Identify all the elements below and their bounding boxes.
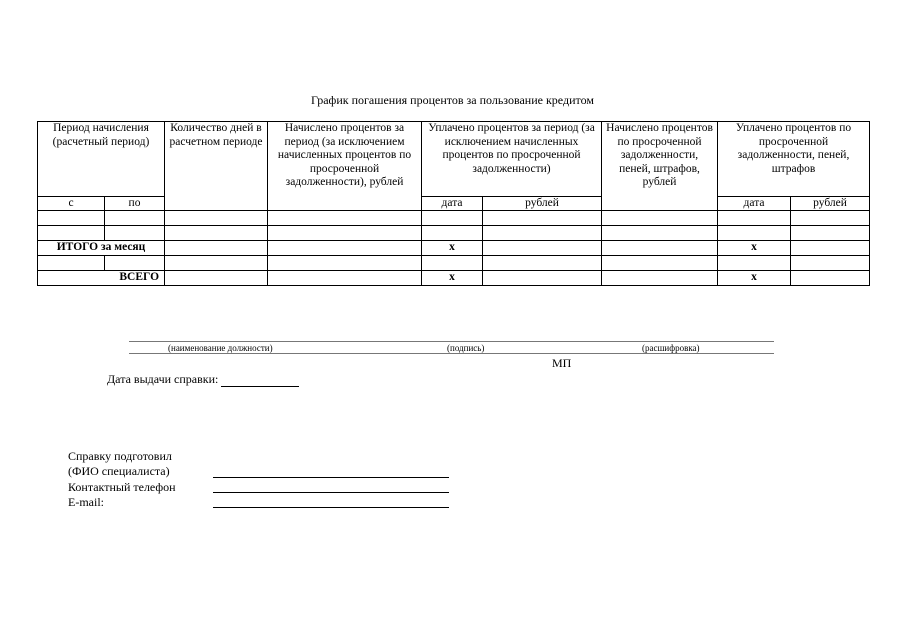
specialist-name-field[interactable] (213, 477, 449, 478)
header-period: Период начисления (расчетный период) (38, 122, 165, 197)
subheader-to: по (105, 197, 165, 211)
signature-line-top (129, 341, 774, 342)
email-label: E-mail: (68, 495, 104, 509)
decryption-caption: (расшифровка) (642, 343, 700, 353)
subheader-rub: рублей (483, 197, 602, 211)
x-mark: х (718, 271, 791, 286)
issue-date (107, 372, 299, 387)
signature-line-bottom (129, 353, 774, 354)
subheader-date: дата (422, 197, 483, 211)
subheader-date-overdue: дата (718, 197, 791, 211)
subheader-rub-overdue: рублей (791, 197, 870, 211)
phone-field[interactable] (213, 492, 449, 493)
table-row (38, 226, 870, 241)
prepared-by-label: Справку подготовил (68, 449, 172, 463)
subheader-from: с (38, 197, 105, 211)
total-month-label: ИТОГО за месяц (38, 241, 165, 256)
email-field[interactable] (213, 507, 449, 508)
signature-caption: (подпись) (447, 343, 485, 353)
table-row (38, 211, 870, 226)
issue-date-label: Дата выдачи справки: (107, 372, 219, 386)
total-all-label: ВСЕГО (38, 271, 165, 286)
stamp-place: МП (552, 356, 572, 370)
x-mark: х (422, 271, 483, 286)
header-paid-overdue: Уплачено процентов по просроченной задолженности, пеней, штрафов (718, 122, 870, 197)
phone-label: Контактный телефон (68, 480, 176, 494)
position-caption: (наименование должности) (168, 343, 273, 353)
total-month-row (38, 241, 870, 256)
header-accrued-overdue: Начислено процентов по просроченной задолженности, пеней, штрафов, рублей (602, 122, 718, 211)
x-mark: х (422, 241, 483, 256)
header-accrued: Начислено процентов за период (за исключением начисленных процентов по просроченной задолженности), рублей (268, 122, 422, 211)
issue-date-field[interactable] (221, 374, 299, 387)
payment-schedule-table (37, 121, 870, 286)
document-title: График погашения процентов за пользование кредитом (311, 93, 594, 107)
x-mark: х (718, 241, 791, 256)
table-row (38, 256, 870, 271)
total-all-row (38, 271, 870, 286)
header-days: Количество дней в расчетном периоде (165, 122, 268, 211)
header-paid: Уплачено процентов за период (за исключением начисленных процентов по просроченной задолженности) (422, 122, 602, 197)
specialist-name-label: (ФИО специалиста) (68, 464, 170, 478)
